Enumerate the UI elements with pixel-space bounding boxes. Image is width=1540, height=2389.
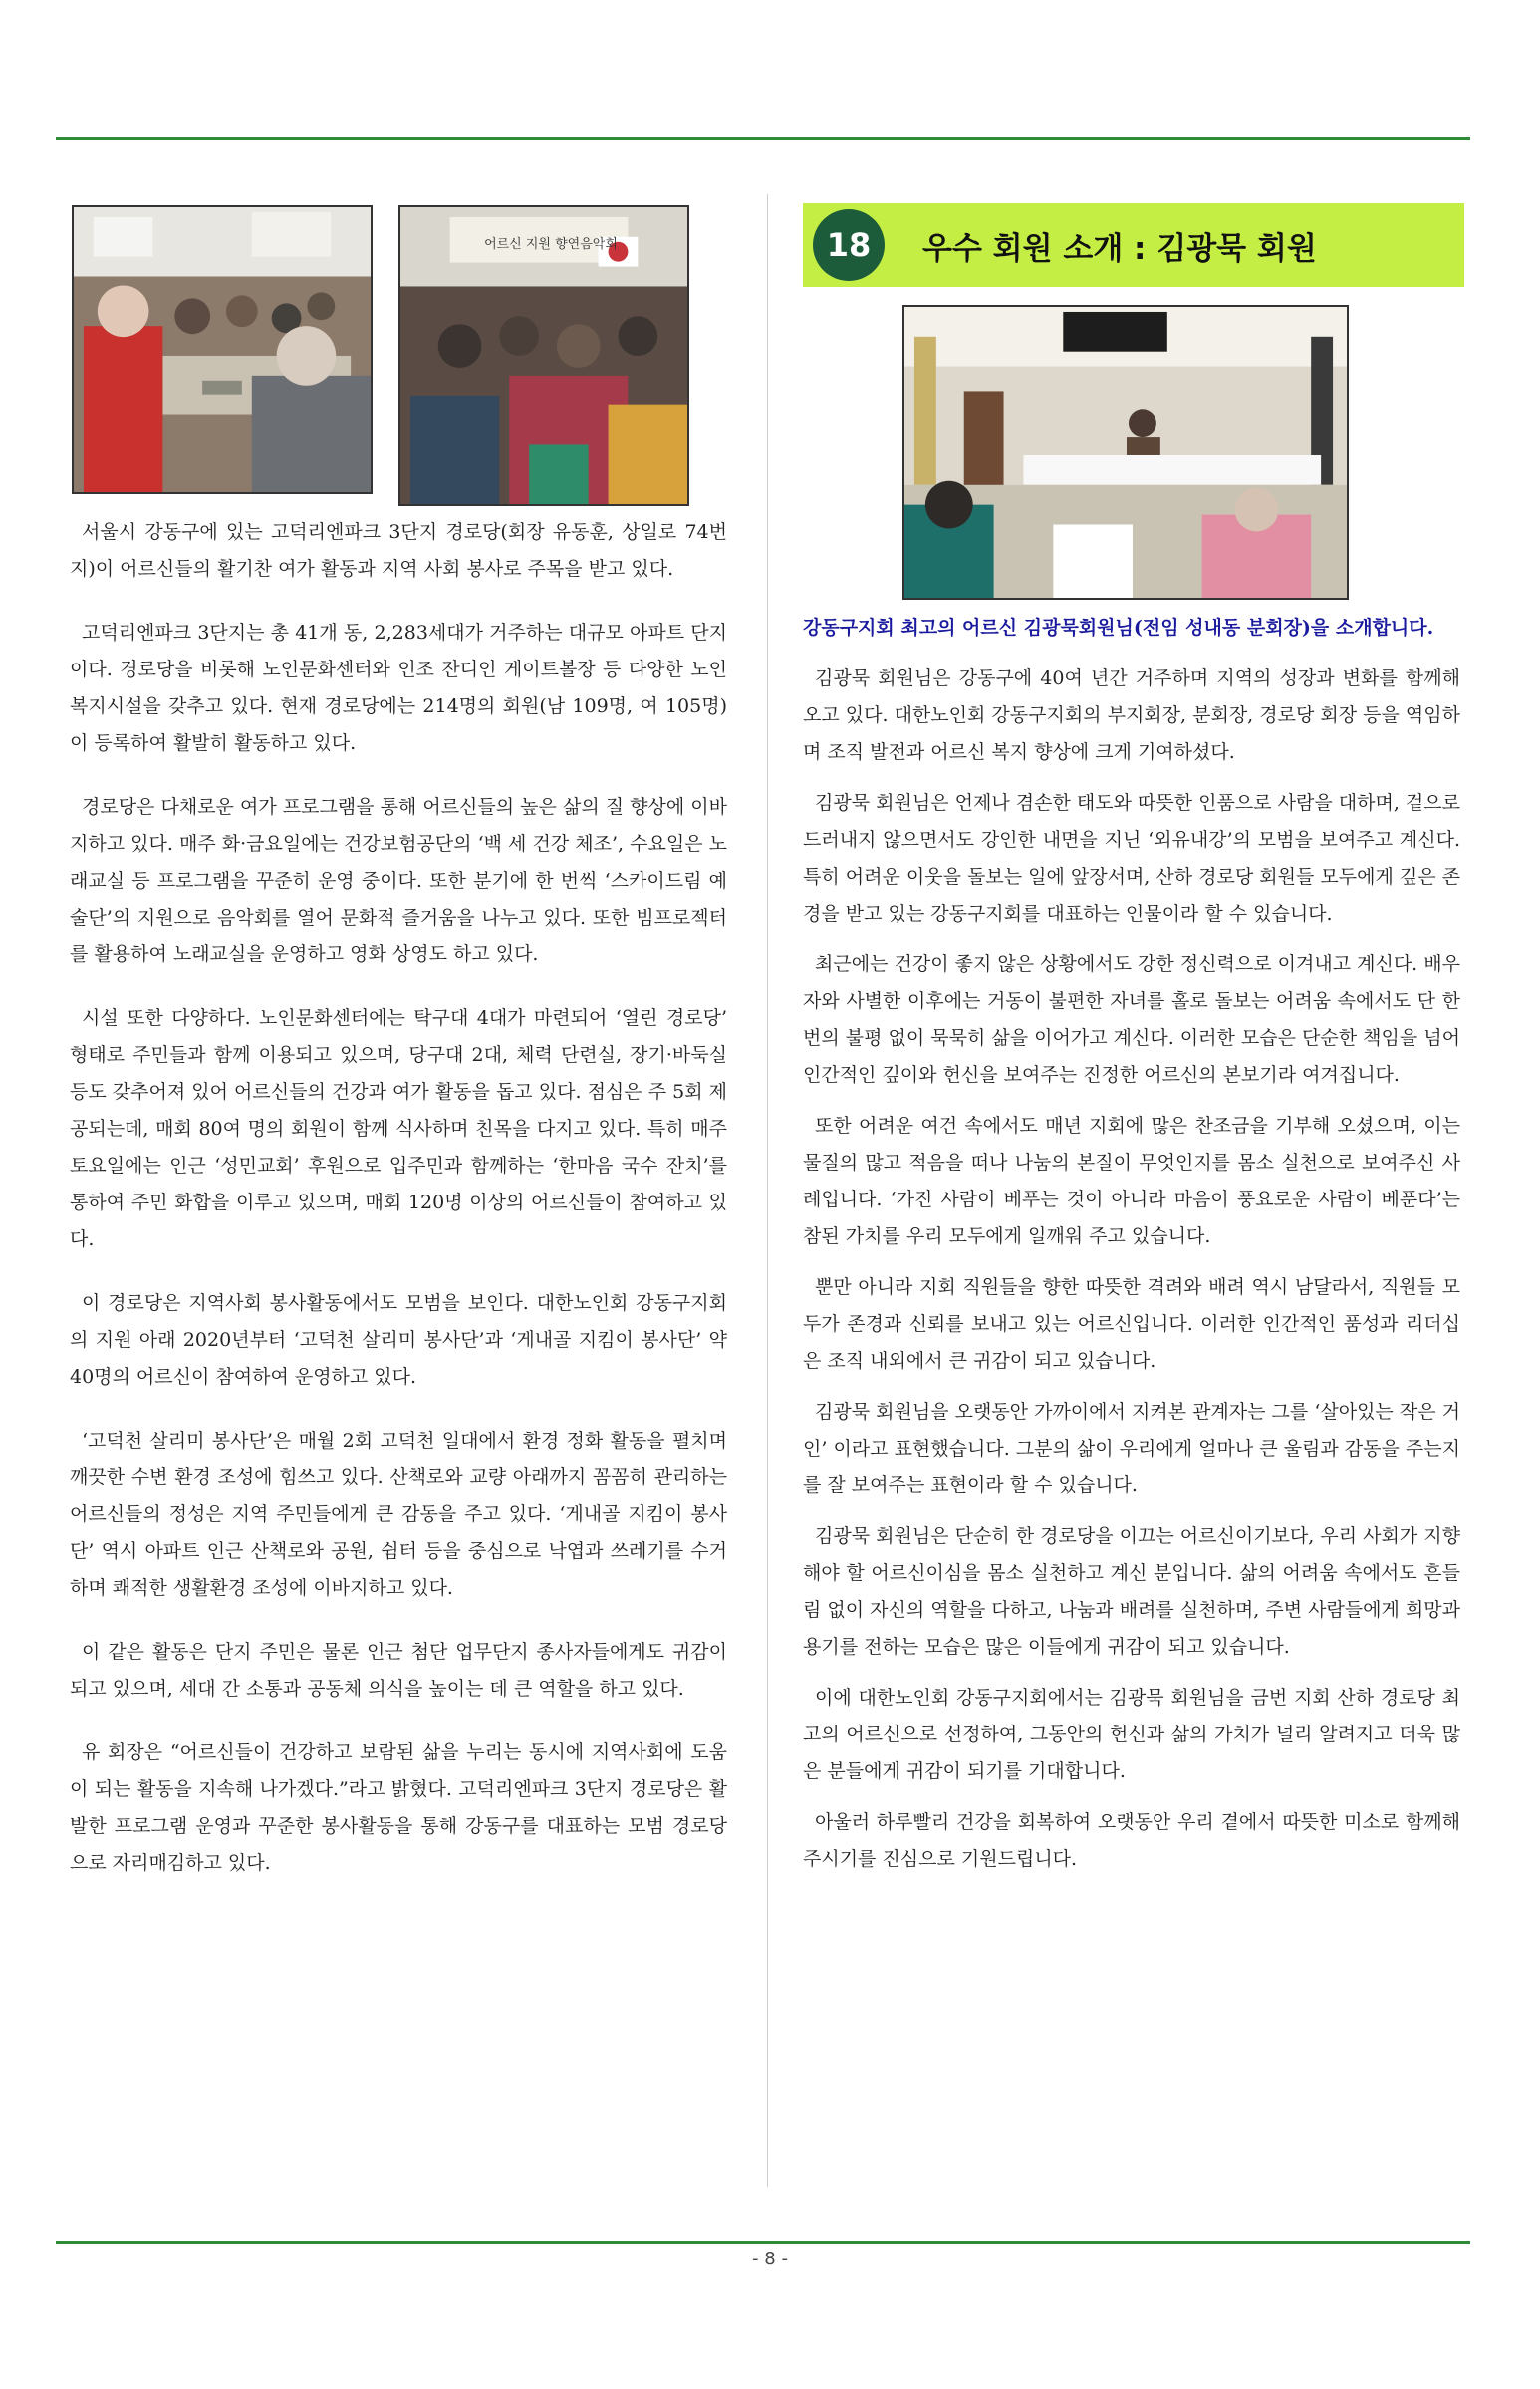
left-paragraph: 고덕리엔파크 3단지는 총 41개 동, 2,283세대가 거주하는 대규모 아파트 단지이다. 경로당을 비롯해 노인문화센터와 인조 잔디인 게이트볼장 등 다양한 노인 복지시설을 갖추고 있다. 현재 경로당에는 214명의 회원(남 109명, 여 105명)이 등록하여 활발히 활동하고 있다.: [70, 622, 727, 754]
right-paragraph: 김광묵 회원님은 단순히 한 경로당을 이끄는 어르신이기보다, 우리 사회가 지향해야 할 어르신이심을 몸소 실천하고 계신 분입니다. 삶의 어려움 속에서도 흔들림 없이 자신의 역할을 다하고, 나눔과 배려를 실천하며, 주변 사람들에게 희망과 용기를 전하는 모습은 많은 이들에게 귀감이 되고 있습니다.: [803, 1525, 1460, 1658]
right-paragraph: 김광묵 회원님을 오랫동안 가까이에서 지켜본 관계자는 그를 ‘살아있는 작은 거인’ 이라고 표현했습니다. 그분의 삶이 우리에게 얼마나 큰 울림과 감동을 주는지를 잘 보여주는 표현이라 할 수 있습니다.: [803, 1401, 1460, 1496]
page-number: - 8 -: [752, 2249, 788, 2269]
intro-text: 강동구지회 최고의 어르신 김광묵회원님(전임 성내동 분회장)을 소개합니다.: [803, 617, 1434, 639]
bottom-rule: [56, 2241, 1470, 2244]
right-column: [803, 610, 1460, 1892]
photo-banner-text: 어르신 지원 향연음악회: [484, 237, 618, 252]
left-paragraph: 시설 또한 다양하다. 노인문화센터에는 탁구대 4대가 마련되어 ‘열린 경로당’ 형태로 주민들과 함께 이용되고 있으며, 당구대 2대, 체력 단련실, 장기·바둑실 등도 갖추어져 있어 어르신들의 건강과 여가 활동을 돕고 있다. 점심은 주 5회 제공되는데, 매회 80여 명의 회원이 함께 식사하며 친목을 다지고 있다. 특히 매주 토요일에는 인근 ‘성민교회’ 후원으로 입주민과 함께하는 ‘한마음 국수 잔치’를 통하여 주민 화합을 이루고 있으며, 매회 120명 이상의 어르신들이 참여하고 있다.: [70, 1007, 727, 1250]
right-paragraph: 또한 어려운 여건 속에서도 매년 지회에 많은 찬조금을 기부해 오셨으며, 이는 물질의 많고 적음을 떠나 나눔의 본질이 무엇인지를 몸소 실천으로 보여주신 사례입니다. ‘가진 사람이 베푸는 것이 아니라 마음이 풍요로운 사람이 베푼다’는 참된 가치를 우리 모두에게 일깨워 주고 있습니다.: [803, 1115, 1460, 1247]
left-paragraph: 이 경로당은 지역사회 봉사활동에서도 모범을 보인다. 대한노인회 강동구지회의 지원 아래 2020년부터 ‘고덕천 살리미 봉사단’과 ‘게내골 지킴이 봉사단’ 약 40명의 어르신이 참여하여 운영하고 있다.: [70, 1292, 727, 1388]
left-paragraph: ‘고덕천 살리미 봉사단’은 매월 2회 고덕천 일대에서 환경 정화 활동을 펼치며 깨끗한 수변 환경 조성에 힘쓰고 있다. 산책로와 교량 아래까지 꼼꼼히 관리하는 어르신들의 정성은 지역 주민들에게 큰 감동을 주고 있다. ‘게내골 지킴이 봉사단’ 역시 아파트 인근 산책로와 공원, 쉼터 등을 중심으로 낙엽과 쓰레기를 수거하며 쾌적한 생활환경 조성에 이바지하고 있다.: [70, 1430, 727, 1599]
right-paragraph: 뿐만 아니라 지회 직원들을 향한 따뜻한 격려와 배려 역시 남달라서, 직원들 모두가 존경과 신뢰를 보내고 있는 어르신입니다. 이러한 인간적인 품성과 리더십은 조직 내외에서 큰 귀감이 되고 있습니다.: [803, 1276, 1460, 1372]
right-paragraph: 김광묵 회원님은 강동구에 40여 년간 거주하며 지역의 성장과 변화를 함께해 오고 있다. 대한노인회 강동구지회의 부지회장, 분회장, 경로당 회장 등을 역임하며 조직 발전과 어르신 복지 향상에 크게 기여하셨다.: [803, 667, 1460, 763]
right-paragraph: 최근에는 건강이 좋지 않은 상황에서도 강한 정신력으로 이겨내고 계신다. 배우자와 사별한 이후에는 거동이 불편한 자녀를 홀로 돌보는 어려움 속에서도 단 한 번의 불평 없이 묵묵히 삶을 이어가고 계신다. 이러한 모습은 단순한 책임을 넘어 인간적인 깊이와 헌신을 보여주는 진정한 어르신의 본보기라 여겨집니다.: [803, 953, 1460, 1086]
right-paragraph: 이에 대한노인회 강동구지회에서는 김광묵 회원님을 금번 지회 산하 경로당 최고의 어르신으로 선정하여, 그동안의 헌신과 삶의 가치가 널리 알려지고 더욱 많은 분들에게 귀감이 되기를 기대합니다.: [803, 1687, 1460, 1782]
column-divider: [767, 194, 768, 2187]
photo-seniors-dining: [72, 205, 373, 494]
photo-concert: [398, 205, 689, 506]
section-header: [803, 203, 1464, 287]
section-number-badge: 18: [813, 209, 885, 281]
left-column: [70, 514, 727, 1909]
left-paragraph: 서울시 강동구에 있는 고덕리엔파크 3단지 경로당(회장 유동훈, 상일로 74번지)이 어르신들의 활기찬 여가 활동과 지역 사회 봉사로 주목을 받고 있다.: [70, 521, 727, 580]
photo-meeting: [902, 305, 1349, 600]
right-paragraph: 아울러 하루빨리 건강을 회복하여 오랫동안 우리 곁에서 따뜻한 미소로 함께해 주시기를 진심으로 기원드립니다.: [803, 1811, 1460, 1870]
right-paragraph: 김광묵 회원님은 언제나 겸손한 태도와 따뜻한 인품으로 사람을 대하며, 겉으로 드러내지 않으면서도 강인한 내면을 지닌 ‘외유내강’의 모범을 보여주고 계신다. 특히 어려운 이웃을 돌보는 일에 앞장서며, 산하 경로당 회원들 모두에게 깊은 존경을 받고 있는 강동구지회를 대표하는 인물이라 할 수 있습니다.: [803, 792, 1460, 925]
left-paragraph: 유 회장은 “어르신들이 건강하고 보람된 삶을 누리는 동시에 지역사회에 도움이 되는 활동을 지속해 나가겠다.”라고 밝혔다. 고덕리엔파크 3단지 경로당은 활발한 프로그램 운영과 꾸준한 봉사활동을 통해 강동구를 대표하는 모범 경로당으로 자리매김하고 있다.: [70, 1741, 727, 1874]
top-rule: [56, 137, 1470, 140]
left-paragraph: 이 같은 활동은 단지 주민은 물론 인근 첨단 업무단지 종사자들에게도 귀감이 되고 있으며, 세대 간 소통과 공동체 의식을 높이는 데 큰 역할을 하고 있다.: [70, 1641, 727, 1700]
section-title: 우수 회원 소개 : 김광묵 회원: [922, 230, 1317, 267]
left-paragraph: 경로당은 다채로운 여가 프로그램을 통해 어르신들의 높은 삶의 질 향상에 이바지하고 있다. 매주 화·금요일에는 건강보험공단의 ‘백 세 건강 체조’, 수요일은 노래교실 등 프로그램을 꾸준히 운영 중이다. 또한 분기에 한 번씩 ‘스카이드림 예술단’의 지원으로 음악회를 열어 문화적 즐거움을 나누고 있다. 또한 빔프로젝터를 활용하여 노래교실을 운영하고 영화 상영도 하고 있다.: [70, 796, 727, 965]
